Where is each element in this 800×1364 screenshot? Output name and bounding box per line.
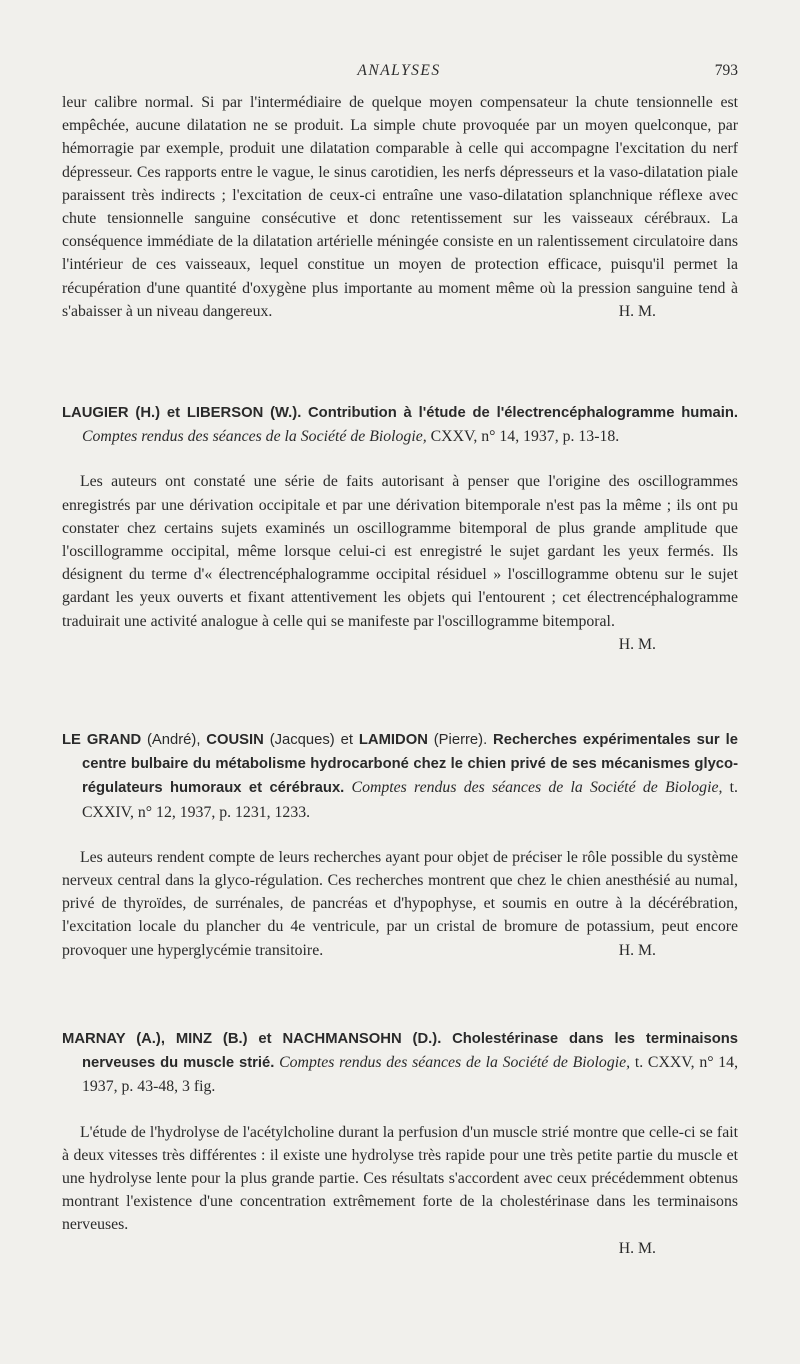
entry-title: Contribution à l'étude de l'électrencéphalogramme humain. bbox=[307, 405, 738, 421]
signature: H. M. bbox=[618, 1239, 656, 1257]
entry-abstract: Les auteurs ont constaté une série de faits autorisant à penser que l'origine des oscillogrammes enregistrés par une dérivation occipitale et par une dérivation bitemporale n'est pas la même ; ils ont pu constater chez certains sujets examinés un oscillogramme bitemporal de plus grande amplitude que l'oscillogramme occipital, même lorsque celui-ci est enregistré le sujet gardant les yeux fermés. Ils désignent du terme d'« électrencéphalogramme occipital résiduel » l'oscillogramme obtenu sur le sujet gardant les yeux ouverts et fixant attentivement les objets qui l'entourent ; cet électrencéphalogramme traduirait une activité analogue à celle qui se manifeste par l'oscillogramme bitemporal. H. M. bbox=[62, 470, 738, 632]
continued-text: leur calibre normal. Si par l'intermédiaire de quelque moyen compensateur la chute tensionnelle est empêchée, aucune dilatation ne se produit. La simple chute provoquée par un moyen quelconque, par hémorragie par exemple, produit une dilatation comparable à celle qui accompagne l'excitation du nerf dépresseur. Ces rapports entre le vague, le sinus carotidien, les nerfs dépresseurs et la vaso-dilatation piale paraissent très indirects ; l'excitation de ceux-ci entraîne une vaso-dilatation splanchnique réflexe avec chute tensionnelle sanguine consécutive et donc retentissement sur les vaisseaux cérébraux. La conséquence immédiate de la dilatation artérielle méningée consiste en un ralentissement circulatoire dans l'intérieur de ces vaisseaux, lequel constitue un moyen de protection efficace, puisqu'il permet la récupération d'une quantité d'oxygène plus importante au moment même où la pression sanguine tend à s'abaisser à un niveau dangereux. H. M. bbox=[62, 91, 738, 323]
entry-author-3-given: (Pierre). bbox=[433, 732, 488, 748]
signature: H. M. bbox=[618, 635, 656, 653]
entry-author-1-given: (André), bbox=[147, 732, 201, 748]
entry-le-grand bbox=[62, 728, 738, 962]
entry-authors: MARNAY (A.), MINZ (B.) et NACHMANSOHN (D.). bbox=[62, 1031, 442, 1047]
page-number: 793 bbox=[714, 62, 738, 79]
bibliographic-reference bbox=[62, 728, 738, 824]
continued-abstract bbox=[62, 91, 738, 323]
running-title: ANALYSES bbox=[357, 62, 441, 79]
entry-citation: CXXV, n° 14, 1937, p. 13-18. bbox=[430, 428, 620, 446]
page-header bbox=[60, 62, 738, 84]
entry-journal: Comptes rendus des séances de la Société de Biologie, bbox=[82, 428, 427, 446]
signature: H. M. bbox=[618, 302, 656, 320]
entry-author-2: COUSIN bbox=[206, 732, 264, 748]
entry-journal: Comptes rendus des séances de la Société de Biologie, bbox=[351, 779, 723, 797]
entry-author-1: LE GRAND bbox=[62, 732, 142, 748]
entry-citation: t. CXXV, n° 14, 1937, p. 43-48, 3 fig. bbox=[82, 1054, 739, 1096]
entry-journal: Comptes rendus des séances de la Société de Biologie, bbox=[279, 1054, 631, 1072]
bibliographic-reference bbox=[62, 1027, 738, 1099]
entry-author-3: LAMIDON bbox=[358, 732, 428, 748]
entry-laugier bbox=[62, 401, 738, 656]
bibliographic-reference bbox=[62, 401, 738, 448]
entry-citation: t. CXXIV, n° 12, 1937, p. 1231, 1233. bbox=[82, 779, 739, 821]
entry-title: Cholestérinase dans les terminaisons nerveuses du muscle strié. bbox=[82, 1031, 739, 1072]
signature: H. M. bbox=[618, 941, 656, 959]
entry-title: Recherches expérimentales sur le centre bulbaire du métabolisme hydrocarboné chez le chien privé de ses mécanismes glyco-régulateurs humoraux et cérébraux. bbox=[82, 732, 739, 797]
entry-authors: LAUGIER (H.) et LIBERSON (W.). bbox=[62, 405, 302, 421]
entry-marnay bbox=[62, 1027, 738, 1260]
entry-abstract: L'étude de l'hydrolyse de l'acétylcholine durant la perfusion d'un muscle strié montre que celle-ci se fait à deux vitesses très différentes : il existe une hydrolyse très rapide pour une très petite partie du muscle et une hydrolyse lente pour la plus grande partie. Ces résultats s'accordent avec ceux précédemment obtenus montrant l'existence d'une concentration extrêmement forte de la cholestérinase dans les terminaisons nerveuses. bbox=[62, 1123, 738, 1234]
entry-abstract: Les auteurs rendent compte de leurs recherches ayant pour objet de préciser le rôle possible du système nerveux central dans la glyco-régulation. Ces recherches montrent que chez le chien anesthésié au numal, privé de thyroïdes, de surrénales, de pancréas et d'hypophyse, et soumis en outre à la décérébration, l'excitation locale du plancher du 4e ventricule, par un cristal de bromure de potassium, peut encore provoquer une hyperglycémie transitoire. H. M. bbox=[62, 846, 738, 962]
entry-author-2-given: (Jacques) et bbox=[269, 732, 354, 748]
